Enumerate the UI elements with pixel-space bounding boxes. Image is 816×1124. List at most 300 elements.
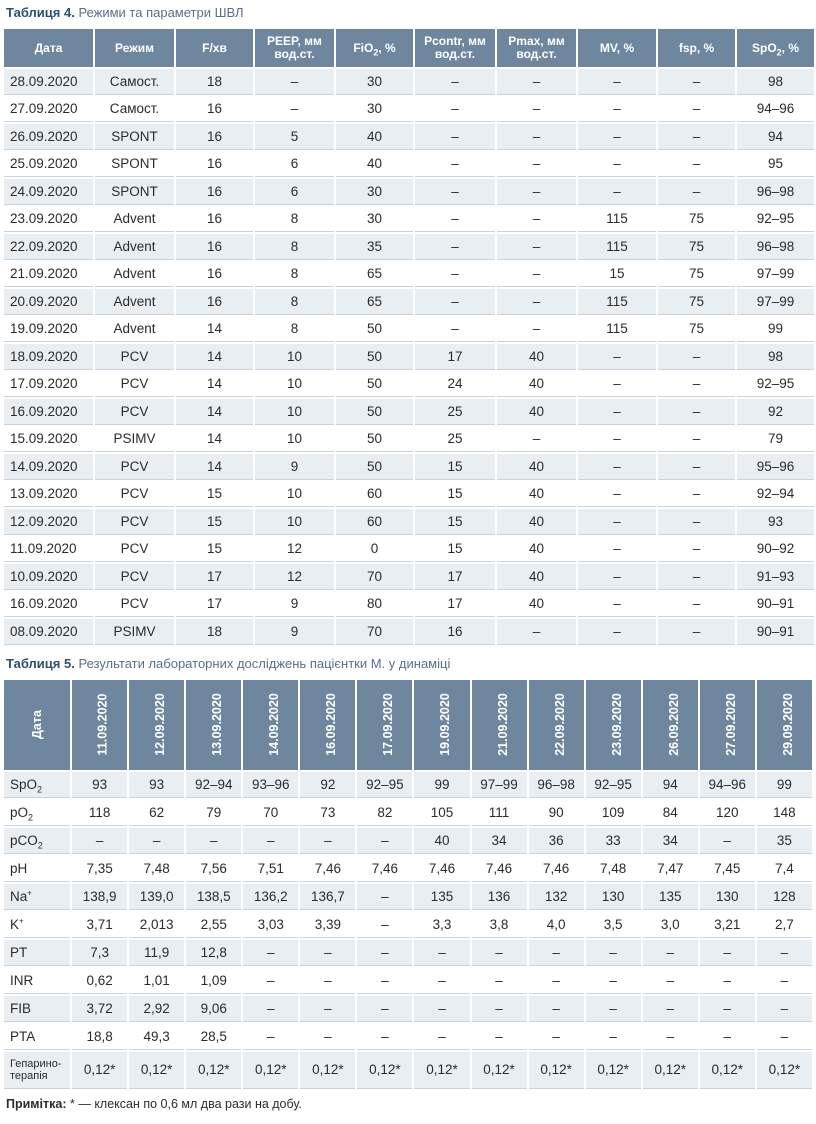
row-label-text: FIB bbox=[10, 1000, 32, 1016]
cell-value: 0,12* bbox=[700, 1052, 755, 1089]
cell-f: 18 bbox=[176, 69, 253, 95]
cell-pcontr: – bbox=[415, 234, 495, 260]
cell-value: 62 bbox=[129, 800, 184, 826]
col-header-date-7 bbox=[472, 680, 527, 770]
table-row bbox=[4, 289, 814, 315]
date-label: 23.09.2020 bbox=[609, 693, 624, 756]
cell-value: 0,12* bbox=[529, 1052, 584, 1089]
date-label: 27.09.2020 bbox=[723, 693, 738, 756]
col-header-date-1 bbox=[129, 680, 184, 770]
cell-value: 3,5 bbox=[586, 912, 641, 938]
fio2-header-sub: 2 bbox=[373, 46, 379, 57]
cell-pmax: – bbox=[497, 97, 576, 123]
cell-value: – bbox=[300, 940, 355, 966]
cell-value: 2,92 bbox=[129, 996, 184, 1022]
cell-mv: – bbox=[578, 454, 656, 480]
cell-mode: PCV bbox=[95, 344, 174, 370]
ventilation-table bbox=[2, 27, 816, 647]
cell-pcontr: – bbox=[415, 289, 495, 315]
cell-mv: 115 bbox=[578, 289, 656, 315]
row-label-text: pO bbox=[10, 804, 29, 820]
cell-f: 14 bbox=[176, 427, 253, 453]
cell-mv: – bbox=[578, 564, 656, 590]
col-header-pmax: Pmax, мм вод.ст. bbox=[497, 29, 576, 67]
col-header-date-2 bbox=[186, 680, 241, 770]
cell-value: 109 bbox=[586, 800, 641, 826]
row-label-sub: 2 bbox=[37, 784, 43, 795]
cell-peep: 10 bbox=[255, 427, 334, 453]
cell-f: 14 bbox=[176, 454, 253, 480]
cell-spo2: 98 bbox=[737, 69, 814, 95]
cell-f: 16 bbox=[176, 97, 253, 123]
cell-date: 16.09.2020 bbox=[4, 399, 93, 425]
cell-pcontr: 25 bbox=[415, 427, 495, 453]
cell-spo2: 98 bbox=[737, 344, 814, 370]
col-header-date-6 bbox=[414, 680, 469, 770]
cell-pmax: 40 bbox=[497, 482, 576, 508]
table-row bbox=[4, 344, 814, 370]
cell-value: 2,7 bbox=[757, 912, 812, 938]
cell-value: 139,0 bbox=[129, 884, 184, 910]
cell-f: 17 bbox=[176, 592, 253, 618]
cell-mv: – bbox=[578, 592, 656, 618]
cell-date: 12.09.2020 bbox=[4, 509, 93, 535]
cell-value: – bbox=[357, 996, 412, 1022]
table-row bbox=[4, 537, 814, 563]
cell-value: 90 bbox=[529, 800, 584, 826]
cell-fio2: 65 bbox=[336, 289, 413, 315]
cell-peep: 8 bbox=[255, 289, 334, 315]
cell-value: – bbox=[643, 1024, 698, 1050]
cell-mv: – bbox=[578, 69, 656, 95]
cell-mode: PCV bbox=[95, 482, 174, 508]
cell-mode: PCV bbox=[95, 399, 174, 425]
cell-date: 25.09.2020 bbox=[4, 152, 93, 178]
cell-value: 93 bbox=[129, 772, 184, 798]
table-row bbox=[4, 399, 814, 425]
cell-value: 92–94 bbox=[186, 772, 241, 798]
cell-value: 130 bbox=[586, 884, 641, 910]
cell-pcontr: – bbox=[415, 124, 495, 150]
col-header-f: F/хв bbox=[176, 29, 253, 67]
cell-value: 7,51 bbox=[243, 856, 298, 882]
row-label-text: SpO bbox=[10, 776, 38, 792]
cell-value: – bbox=[472, 1024, 527, 1050]
cell-pcontr: – bbox=[415, 262, 495, 288]
cell-f: 16 bbox=[176, 234, 253, 260]
table-row bbox=[4, 619, 814, 645]
cell-value: 0,12* bbox=[243, 1052, 298, 1089]
col-header-date-9 bbox=[586, 680, 641, 770]
cell-spo2: 96–98 bbox=[737, 234, 814, 260]
cell-fio2: 60 bbox=[336, 482, 413, 508]
peep-header-text: PEEP, мм вод.ст. bbox=[267, 34, 322, 61]
cell-spo2: 90–91 bbox=[737, 619, 814, 645]
cell-value: 138,9 bbox=[72, 884, 127, 910]
cell-value: – bbox=[414, 940, 469, 966]
cell-mv: – bbox=[578, 482, 656, 508]
col-header-date-3 bbox=[243, 680, 298, 770]
cell-value: – bbox=[243, 1024, 298, 1050]
cell-value: – bbox=[529, 940, 584, 966]
cell-value: – bbox=[414, 1024, 469, 1050]
cell-value: 93 bbox=[72, 772, 127, 798]
cell-pcontr: 17 bbox=[415, 344, 495, 370]
cell-date: 19.09.2020 bbox=[4, 317, 93, 343]
row-label-text: pCO bbox=[10, 832, 38, 848]
table-row bbox=[4, 592, 814, 618]
date-label: 22.09.2020 bbox=[552, 693, 567, 756]
cell-mv: – bbox=[578, 372, 656, 398]
cell-f: 15 bbox=[176, 482, 253, 508]
cell-peep: 8 bbox=[255, 234, 334, 260]
cell-value: 40 bbox=[414, 828, 469, 854]
cell-f: 14 bbox=[176, 372, 253, 398]
cell-value: 11,9 bbox=[129, 940, 184, 966]
footnote-label: Примітка: bbox=[6, 1096, 67, 1111]
cell-fsp: – bbox=[658, 427, 735, 453]
cell-mode: Advent bbox=[95, 289, 174, 315]
cell-spo2: 79 bbox=[737, 427, 814, 453]
col-header-spo2 bbox=[737, 29, 814, 67]
cell-value: – bbox=[757, 996, 812, 1022]
cell-date: 11.09.2020 bbox=[4, 537, 93, 563]
cell-pcontr: – bbox=[415, 97, 495, 123]
cell-f: 16 bbox=[176, 179, 253, 205]
cell-value: 0,12* bbox=[186, 1052, 241, 1089]
cell-value: – bbox=[643, 996, 698, 1022]
cell-value: 130 bbox=[700, 884, 755, 910]
cell-value: – bbox=[357, 1024, 412, 1050]
cell-f: 18 bbox=[176, 619, 253, 645]
spo2-header-sub: 2 bbox=[776, 46, 782, 57]
row-label bbox=[4, 968, 70, 994]
cell-f: 16 bbox=[176, 262, 253, 288]
cell-pmax: 40 bbox=[497, 454, 576, 480]
cell-value: – bbox=[472, 968, 527, 994]
cell-spo2: 90–91 bbox=[737, 592, 814, 618]
cell-mv: – bbox=[578, 97, 656, 123]
table-row bbox=[4, 179, 814, 205]
cell-mv: – bbox=[578, 344, 656, 370]
cell-spo2: 96–98 bbox=[737, 179, 814, 205]
date-label: 19.09.2020 bbox=[438, 693, 453, 756]
cell-mv: 115 bbox=[578, 207, 656, 233]
cell-f: 15 bbox=[176, 509, 253, 535]
cell-peep: 8 bbox=[255, 262, 334, 288]
cell-value: 3,0 bbox=[643, 912, 698, 938]
cell-value: 92 bbox=[300, 772, 355, 798]
table-row bbox=[4, 454, 814, 480]
cell-value: – bbox=[72, 828, 127, 854]
cell-fsp: – bbox=[658, 454, 735, 480]
cell-date: 21.09.2020 bbox=[4, 262, 93, 288]
cell-value: – bbox=[757, 940, 812, 966]
cell-value: 99 bbox=[757, 772, 812, 798]
cell-mv: – bbox=[578, 509, 656, 535]
row-label-text: K bbox=[10, 916, 20, 932]
cell-value: 33 bbox=[586, 828, 641, 854]
table-row bbox=[4, 912, 812, 938]
cell-spo2: 94–96 bbox=[737, 97, 814, 123]
cell-pmax: – bbox=[497, 152, 576, 178]
table5-caption-label: Таблиця 5. bbox=[6, 655, 75, 671]
col-header-date-4 bbox=[300, 680, 355, 770]
cell-value: – bbox=[757, 1024, 812, 1050]
cell-peep: 10 bbox=[255, 509, 334, 535]
cell-pcontr: – bbox=[415, 152, 495, 178]
cell-value: 0,12* bbox=[643, 1052, 698, 1089]
cell-value: 1,09 bbox=[186, 968, 241, 994]
cell-mode: PSIMV bbox=[95, 619, 174, 645]
cell-value: 73 bbox=[300, 800, 355, 826]
cell-date: 24.09.2020 bbox=[4, 179, 93, 205]
col-header-date-8 bbox=[529, 680, 584, 770]
cell-value: – bbox=[357, 828, 412, 854]
cell-value: 7,46 bbox=[300, 856, 355, 882]
cell-value: 111 bbox=[472, 800, 527, 826]
date-label: 29.09.2020 bbox=[780, 693, 795, 756]
cell-spo2: 99 bbox=[737, 317, 814, 343]
cell-date: 13.09.2020 bbox=[4, 482, 93, 508]
cell-mode: PCV bbox=[95, 454, 174, 480]
cell-value: 7,47 bbox=[643, 856, 698, 882]
cell-value: 7,45 bbox=[700, 856, 755, 882]
cell-peep: 6 bbox=[255, 179, 334, 205]
date-header-text: Дата bbox=[29, 710, 44, 739]
cell-value: – bbox=[243, 996, 298, 1022]
cell-pcontr: 24 bbox=[415, 372, 495, 398]
cell-value: – bbox=[472, 940, 527, 966]
cell-date: 23.09.2020 bbox=[4, 207, 93, 233]
cell-value: 97–99 bbox=[472, 772, 527, 798]
cell-pmax: – bbox=[497, 619, 576, 645]
cell-value: 136,7 bbox=[300, 884, 355, 910]
table-row bbox=[4, 207, 814, 233]
cell-fio2: 0 bbox=[336, 537, 413, 563]
cell-value: 136 bbox=[472, 884, 527, 910]
table-row bbox=[4, 772, 812, 798]
cell-mv: 115 bbox=[578, 234, 656, 260]
cell-value: – bbox=[300, 1024, 355, 1050]
cell-spo2: 90–92 bbox=[737, 537, 814, 563]
cell-value: 3,03 bbox=[243, 912, 298, 938]
cell-value: 3,72 bbox=[72, 996, 127, 1022]
footnote bbox=[6, 1097, 812, 1111]
cell-value: – bbox=[586, 940, 641, 966]
cell-value: 7,46 bbox=[472, 856, 527, 882]
cell-value: 7,3 bbox=[72, 940, 127, 966]
cell-value: – bbox=[529, 1024, 584, 1050]
row-label-text: Гепарино-терапія bbox=[10, 1057, 62, 1082]
cell-spo2: 97–99 bbox=[737, 262, 814, 288]
row-label bbox=[4, 1024, 70, 1050]
cell-fio2: 50 bbox=[336, 454, 413, 480]
cell-value: 148 bbox=[757, 800, 812, 826]
table-row bbox=[4, 97, 814, 123]
cell-f: 15 bbox=[176, 537, 253, 563]
cell-value: 3,3 bbox=[414, 912, 469, 938]
cell-value: 34 bbox=[643, 828, 698, 854]
table4-caption-label: Таблиця 4. bbox=[6, 5, 75, 20]
table-row bbox=[4, 800, 812, 826]
table5-caption bbox=[6, 655, 812, 673]
cell-value: – bbox=[414, 996, 469, 1022]
cell-f: 14 bbox=[176, 344, 253, 370]
cell-value: 34 bbox=[472, 828, 527, 854]
cell-value: – bbox=[700, 940, 755, 966]
cell-pmax: – bbox=[497, 289, 576, 315]
cell-pmax: – bbox=[497, 427, 576, 453]
cell-fio2: 70 bbox=[336, 564, 413, 590]
cell-value: 28,5 bbox=[186, 1024, 241, 1050]
table-row bbox=[4, 856, 812, 882]
table5-header-row bbox=[4, 680, 812, 770]
cell-value: 118 bbox=[72, 800, 127, 826]
cell-value: 0,12* bbox=[72, 1052, 127, 1089]
cell-value: 7,35 bbox=[72, 856, 127, 882]
cell-date: 27.09.2020 bbox=[4, 97, 93, 123]
cell-date: 26.09.2020 bbox=[4, 124, 93, 150]
cell-value: 0,12* bbox=[357, 1052, 412, 1089]
cell-spo2: 91–93 bbox=[737, 564, 814, 590]
cell-peep: 5 bbox=[255, 124, 334, 150]
spo2-header-unit: , % bbox=[781, 40, 800, 55]
table-row bbox=[4, 427, 814, 453]
cell-fio2: 40 bbox=[336, 124, 413, 150]
cell-pmax: 40 bbox=[497, 564, 576, 590]
table-row bbox=[4, 152, 814, 178]
cell-pmax: 40 bbox=[497, 372, 576, 398]
row-label bbox=[4, 800, 70, 826]
cell-fsp: 75 bbox=[658, 289, 735, 315]
table-row bbox=[4, 884, 812, 910]
cell-pcontr: 15 bbox=[415, 509, 495, 535]
col-header-pcontr: Pcontr, мм вод.ст. bbox=[415, 29, 495, 67]
cell-value: 0,12* bbox=[129, 1052, 184, 1089]
cell-value: 99 bbox=[414, 772, 469, 798]
cell-value: 18,8 bbox=[72, 1024, 127, 1050]
cell-pcontr: – bbox=[415, 69, 495, 95]
date-label: 13.09.2020 bbox=[209, 693, 224, 756]
cell-fio2: 70 bbox=[336, 619, 413, 645]
cell-fsp: – bbox=[658, 564, 735, 590]
cell-value: – bbox=[357, 912, 412, 938]
cell-value: 1,01 bbox=[129, 968, 184, 994]
cell-value: 0,12* bbox=[300, 1052, 355, 1089]
cell-value: – bbox=[529, 996, 584, 1022]
table4-header-row bbox=[4, 29, 814, 67]
cell-fio2: 50 bbox=[336, 372, 413, 398]
cell-value: 128 bbox=[757, 884, 812, 910]
cell-value: 2,013 bbox=[129, 912, 184, 938]
cell-mode: Advent bbox=[95, 262, 174, 288]
cell-value: – bbox=[586, 996, 641, 1022]
cell-spo2: 92–95 bbox=[737, 207, 814, 233]
cell-value: – bbox=[700, 996, 755, 1022]
cell-pmax: 40 bbox=[497, 592, 576, 618]
row-label-sub: 2 bbox=[28, 812, 34, 823]
cell-fsp: – bbox=[658, 399, 735, 425]
cell-mode: Advent bbox=[95, 234, 174, 260]
cell-value: 7,48 bbox=[586, 856, 641, 882]
cell-spo2: 92 bbox=[737, 399, 814, 425]
cell-pcontr: 25 bbox=[415, 399, 495, 425]
cell-value: 49,3 bbox=[129, 1024, 184, 1050]
table-row bbox=[4, 996, 812, 1022]
table-row bbox=[4, 564, 814, 590]
cell-pcontr: – bbox=[415, 207, 495, 233]
cell-pmax: – bbox=[497, 234, 576, 260]
cell-value: 92–95 bbox=[586, 772, 641, 798]
table-row bbox=[4, 968, 812, 994]
date-label: 14.09.2020 bbox=[267, 693, 282, 756]
cell-value: – bbox=[243, 968, 298, 994]
col-header-date-10 bbox=[643, 680, 698, 770]
col-header-fio2 bbox=[336, 29, 413, 67]
cell-f: 16 bbox=[176, 207, 253, 233]
cell-value: 35 bbox=[757, 828, 812, 854]
cell-fsp: – bbox=[658, 69, 735, 95]
cell-value: 0,12* bbox=[414, 1052, 469, 1089]
cell-value: 96–98 bbox=[529, 772, 584, 798]
cell-fio2: 50 bbox=[336, 427, 413, 453]
table-row bbox=[4, 828, 812, 854]
cell-fsp: – bbox=[658, 482, 735, 508]
cell-peep: 8 bbox=[255, 317, 334, 343]
cell-value: 7,46 bbox=[529, 856, 584, 882]
cell-date: 10.09.2020 bbox=[4, 564, 93, 590]
cell-date: 16.09.2020 bbox=[4, 592, 93, 618]
row-label bbox=[4, 996, 70, 1022]
table-row bbox=[4, 1052, 812, 1089]
cell-mv: – bbox=[578, 124, 656, 150]
cell-fio2: 30 bbox=[336, 97, 413, 123]
cell-fsp: – bbox=[658, 509, 735, 535]
cell-mv: – bbox=[578, 399, 656, 425]
table4-caption bbox=[6, 4, 812, 22]
date-label: 16.09.2020 bbox=[324, 693, 339, 756]
cell-fio2: 50 bbox=[336, 399, 413, 425]
cell-spo2: 97–99 bbox=[737, 289, 814, 315]
cell-peep: 9 bbox=[255, 619, 334, 645]
cell-fsp: – bbox=[658, 619, 735, 645]
cell-value: 135 bbox=[643, 884, 698, 910]
cell-date: 08.09.2020 bbox=[4, 619, 93, 645]
cell-peep: 9 bbox=[255, 454, 334, 480]
col-header-date-0 bbox=[72, 680, 127, 770]
table5-body bbox=[4, 772, 812, 1089]
cell-pmax: – bbox=[497, 262, 576, 288]
table-row bbox=[4, 372, 814, 398]
cell-pmax: 40 bbox=[497, 509, 576, 535]
cell-value: – bbox=[414, 968, 469, 994]
cell-f: 14 bbox=[176, 317, 253, 343]
row-label bbox=[4, 772, 70, 798]
cell-fsp: 75 bbox=[658, 317, 735, 343]
cell-value: 3,8 bbox=[472, 912, 527, 938]
cell-value: – bbox=[243, 940, 298, 966]
cell-spo2: 93 bbox=[737, 509, 814, 535]
cell-value: – bbox=[357, 968, 412, 994]
cell-fsp: – bbox=[658, 537, 735, 563]
cell-mode: SPONT bbox=[95, 124, 174, 150]
cell-mode: Advent bbox=[95, 317, 174, 343]
table-row bbox=[4, 69, 814, 95]
table5-caption-text: Результати лабораторних досліджень пацієнтки М. у динаміці bbox=[78, 655, 451, 671]
cell-fio2: 40 bbox=[336, 152, 413, 178]
row-label-sup: + bbox=[27, 888, 32, 897]
